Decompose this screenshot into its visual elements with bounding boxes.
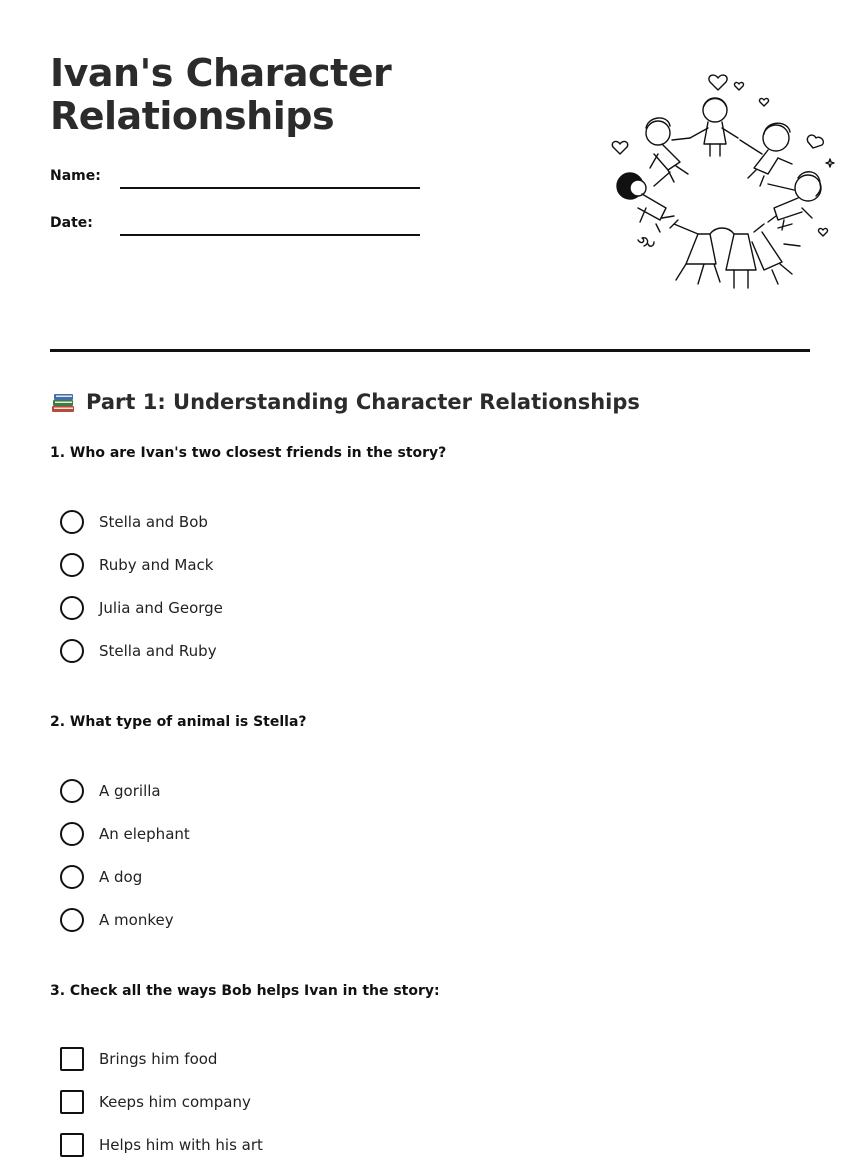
children-holding-hands-circle-illustration	[558, 58, 838, 303]
checkbox[interactable]	[60, 1047, 84, 1071]
radio-button[interactable]	[60, 596, 84, 620]
question-2-option-2[interactable]	[60, 821, 190, 847]
option-label: Julia and George	[99, 599, 223, 617]
question-1-option-3[interactable]	[60, 595, 223, 621]
date-line[interactable]	[120, 234, 420, 236]
option-label: Helps him with his art	[99, 1136, 263, 1154]
question-3: 3. Check all the ways Bob helps Ivan in the story:	[50, 983, 440, 999]
option-label: Stella and Ruby	[99, 642, 217, 660]
checkbox[interactable]	[60, 1090, 84, 1114]
name-field[interactable]	[50, 167, 420, 185]
option-label: Keeps him company	[99, 1093, 251, 1111]
radio-button[interactable]	[60, 553, 84, 577]
books-icon	[50, 389, 76, 415]
date-field[interactable]	[50, 214, 420, 232]
question-3-option-1[interactable]	[60, 1046, 217, 1072]
name-label: Name:	[50, 168, 101, 184]
checkbox[interactable]	[60, 1133, 84, 1157]
option-label: Stella and Bob	[99, 513, 208, 531]
radio-button[interactable]	[60, 510, 84, 534]
question-3-option-2[interactable]	[60, 1089, 251, 1115]
option-label: A gorilla	[99, 782, 161, 800]
name-line[interactable]	[120, 187, 420, 189]
question-1-option-4[interactable]	[60, 638, 217, 664]
radio-button[interactable]	[60, 639, 84, 663]
part1-title: Part 1: Understanding Character Relationships	[86, 390, 640, 414]
question-2-option-4[interactable]	[60, 907, 174, 933]
question-1: 1. Who are Ivan's two closest friends in the story?	[50, 445, 447, 461]
option-label: Ruby and Mack	[99, 556, 214, 574]
question-1-option-1[interactable]	[60, 509, 208, 535]
page-title: Ivan's Character Relationships	[50, 51, 392, 138]
radio-button[interactable]	[60, 908, 84, 932]
date-label: Date:	[50, 215, 93, 231]
option-label: An elephant	[99, 825, 190, 843]
option-label: A dog	[99, 868, 143, 886]
question-1-option-2[interactable]	[60, 552, 213, 578]
radio-button[interactable]	[60, 779, 84, 803]
question-3-option-3[interactable]	[60, 1132, 263, 1158]
option-label: A monkey	[99, 911, 174, 929]
option-label: Brings him food	[99, 1050, 218, 1068]
worksheet-header	[50, 52, 810, 302]
radio-button[interactable]	[60, 865, 84, 889]
radio-button[interactable]	[60, 822, 84, 846]
question-2-option-1[interactable]	[60, 778, 161, 804]
part1-heading	[50, 389, 640, 415]
question-2-option-3[interactable]	[60, 864, 142, 890]
question-2: 2. What type of animal is Stella?	[50, 714, 307, 730]
header-divider	[50, 349, 810, 352]
